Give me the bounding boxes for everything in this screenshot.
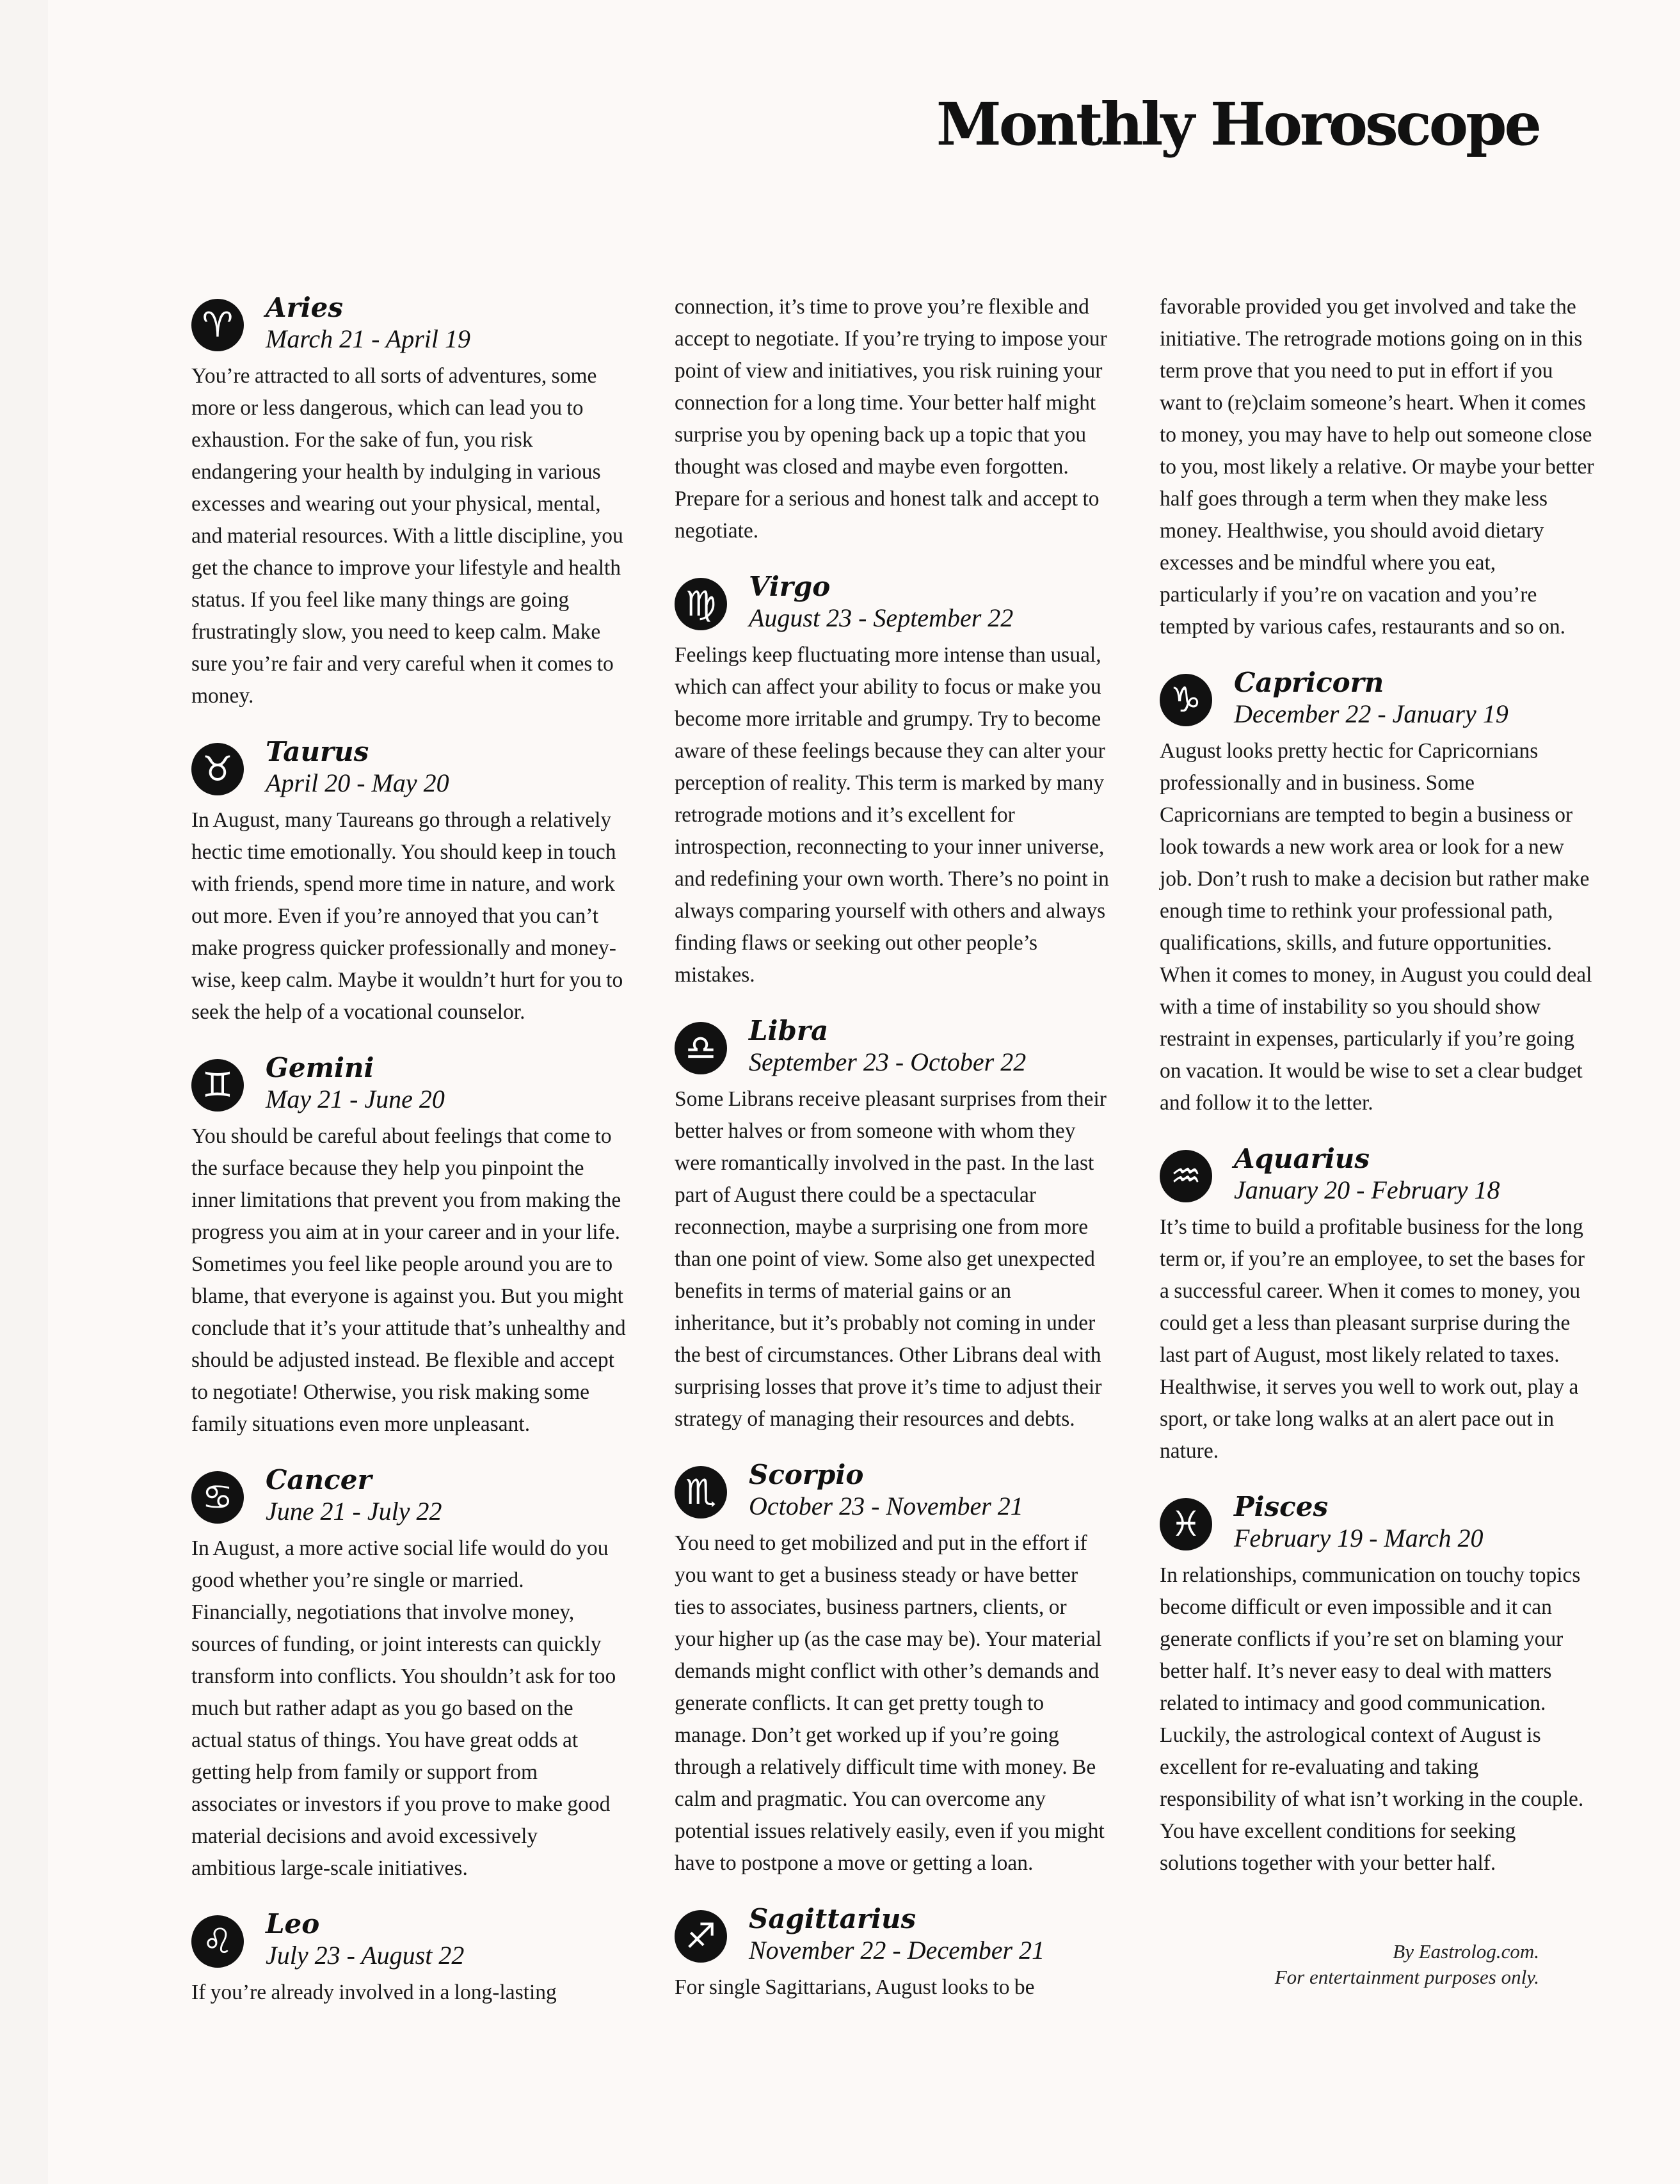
scorpio-icon: ♏	[675, 1466, 727, 1518]
taurus-icon: ♉	[191, 743, 244, 795]
sign-dates: September 23 - October 22	[749, 1048, 1027, 1076]
sign-name: Aquarius	[1234, 1143, 1370, 1174]
sign-name: Pisces	[1234, 1491, 1329, 1522]
sign-name: Sagittarius	[749, 1903, 916, 1934]
sign-text-sagittarius: For single Sagittarians, August looks to be	[675, 1975, 1035, 1999]
sign-text-aries: You’re attracted to all sorts of adventures, some more or less dangerous, which can lead you to exhaustion. For the sake of fun, you risk endangering your health by indulging in various excesses and wearing out your physical, mental, and material resources. With a little discipline, you get the chance to improve your lifestyle and health status. If you feel like many things are going frustratingly slow, you need to keep calm. Make sure you’re fair and very careful when it comes to money.	[191, 364, 623, 708]
sign-text-leo: If you’re already involved in a long-lasting	[191, 1981, 557, 2004]
sign-text-libra: Some Librans receive pleasant surprises from their better halves or from someone with whom they were romantically involved in the past. In the last part of August there could be a spectacular reconnection, maybe a surprising one from more than one point of view. Some also get unexpected benefits in terms of material gains or an inheritance, but it’s probably not coming in under the best of circumstances. Other Librans deal with surprising losses that prove it’s time to adjust their strategy of managing their resources and debts.	[675, 1087, 1107, 1431]
sign-text-taurus: In August, many Taureans go through a relatively hectic time emotionally. You should keep in touch with friends, spend more time in nature, and work out more. Even if you’re annoyed that you can’t make progress quicker professionally and money-wise, keep calm. Maybe it wouldn’t hurt for you to seek the help of a vocational counselor.	[191, 808, 623, 1024]
sign-header-libra	[675, 1014, 1110, 1083]
aries-icon: ♈	[191, 299, 244, 351]
sign-text-leo-continued: connection, it’s time to prove you’re flexible and accept to negotiate. If you’re trying to impose your point of view and initiatives, you risk ruining your connection for a long time. Your better half might surprise you by opening back up a topic that you thought was closed and maybe even forgotten. Prepare for a serious and honest talk and accept to negotiate.	[675, 295, 1107, 543]
sign-header-virgo	[675, 570, 1110, 639]
sign-dates: April 20 - May 20	[266, 769, 449, 797]
virgo-icon: ♍	[675, 578, 727, 630]
sign-dates: November 22 - December 21	[749, 1936, 1045, 1965]
sign-dates: June 21 - July 22	[266, 1497, 442, 1526]
sign-name: Aries	[266, 292, 344, 323]
sign-header-sagittarius	[675, 1902, 1110, 1972]
sign-name: Cancer	[266, 1464, 372, 1495]
sign-dates: July 23 - August 22	[266, 1941, 465, 1970]
sign-header-leo	[191, 1908, 627, 1977]
credit-disclaimer: For entertainment purposes only.	[1274, 1966, 1539, 1988]
cancer-icon: ♋	[191, 1471, 244, 1524]
sign-text-pisces: In relationships, communication on touchy topics become difficult or even impossible and it can generate conflicts if you’re set on blaming your better half. It’s never easy to deal with matters related to intimacy and good communication. Luckily, the astrological context of August is excellent for re-evaluating and taking responsibility of what isn’t working in the couple. You have excellent conditions for seeking solutions together with your better half.	[1160, 1563, 1584, 1875]
sign-dates: March 21 - April 19	[266, 324, 470, 353]
sign-header-cancer	[191, 1463, 627, 1533]
sagittarius-icon: ♐	[675, 1910, 727, 1963]
aquarius-icon: ♒	[1160, 1150, 1212, 1202]
sign-header-pisces	[1160, 1490, 1595, 1559]
leo-icon: ♌	[191, 1915, 244, 1968]
sign-text-scorpio: You need to get mobilized and put in the effort if you want to get a business steady or have better ties to associates, business partners, clients, or your higher up (as the case may be). Your material demands might conflict with other’s demands and generate conflicts. It can get pretty tough to manage. Don’t get worked up if you’re going through a relatively difficult time with money. Be calm and pragmatic. You can overcome any potential issues relatively easily, even if you might have to postpone a move or getting a loan.	[675, 1531, 1105, 1875]
sign-dates: October 23 - November 21	[749, 1492, 1023, 1520]
sign-text-cancer: In August, a more active social life would do you good whether you’re single or married. Financially, negotiations that involve money, sources of funding, or joint interests can quickly transform into conflicts. You shouldn’t ask for too much but rather adapt as you go based on the actual status of things. You have great odds at getting help from family or support from associates or investors if you prove to make good material decisions and avoid excessively ambitious large-scale initiatives.	[191, 1536, 616, 1880]
sign-name: Taurus	[266, 736, 369, 767]
sign-header-scorpio	[675, 1458, 1110, 1527]
sign-header-capricorn	[1160, 666, 1595, 735]
sign-dates: August 23 - September 22	[749, 603, 1014, 632]
gemini-icon: ♊	[191, 1059, 244, 1112]
sign-text-virgo: Feelings keep fluctuating more intense than usual, which can affect your ability to focus or make you become more irritable and grumpy. Try to become aware of these feelings because they can alter your perception of reality. This term is marked by many retrograde motions and it’s excellent for introspection, reconnecting to your inner universe, and redefining your own worth. There’s no point in always comparing yourself with others and always finding flaws or seeking out other people’s mistakes.	[675, 643, 1109, 987]
credit-note	[1275, 1939, 1539, 1990]
sign-name: Capricorn	[1234, 667, 1384, 698]
credit-source: By Eastrolog.com.	[1393, 1940, 1539, 1963]
sign-name: Scorpio	[749, 1459, 864, 1490]
pisces-icon: ♓	[1160, 1498, 1212, 1550]
page-title: Monthly Horoscope	[936, 90, 1539, 159]
sign-header-aquarius	[1160, 1142, 1595, 1211]
page	[48, 0, 1680, 2184]
sign-name: Virgo	[749, 571, 831, 602]
column-2	[675, 291, 1110, 2027]
sign-dates: January 20 - February 18	[1234, 1176, 1500, 1204]
capricorn-icon: ♑	[1160, 674, 1212, 726]
sign-header-taurus	[191, 735, 627, 804]
sign-header-aries	[191, 291, 627, 360]
sign-text-sagittarius-continued: favorable provided you get involved and take the initiative. The retrograde motions going on in this term prove that you need to put in effort if you want to (re)claim someone’s heart. When it comes to money, you may have to help out someone close to you, most likely a relative. Or maybe your better half goes through a term when they make less money. Healthwise, you should avoid dietary excesses and be mindful where you eat, particularly if you’re on vacation and you’re tempted by various cafes, restaurants and so on.	[1160, 295, 1594, 639]
sign-header-gemini	[191, 1051, 627, 1120]
sign-dates: February 19 - March 20	[1234, 1524, 1484, 1552]
column-1	[191, 291, 627, 2032]
sign-text-capricorn: August looks pretty hectic for Capricornians professionally and in business. Some Capricornians are tempted to begin a business or look towards a new work area or look for a new job. Don’t rush to make a decision but rather make enough time to rethink your professional path, qualifications, skills, and future opportunities. When it comes to money, in August you could deal with a time of instability so you should show restraint in expenses, particularly if you’re going on vacation. It would be wise to set a clear budget and follow it to the letter.	[1160, 739, 1592, 1115]
sign-name: Libra	[749, 1015, 829, 1046]
libra-icon: ♎	[675, 1022, 727, 1074]
sign-name: Gemini	[266, 1052, 374, 1083]
sign-text-aquarius: It’s time to build a profitable business for the long term or, if you’re an employee, to set the bases for a successful career. When it comes to money, you could get a less than pleasant surprise during the last part of August, most likely related to taxes. Healthwise, it serves you well to work out, play a sport, or take long walks at an alert pace out in nature.	[1160, 1215, 1585, 1463]
sign-name: Leo	[266, 1908, 320, 1940]
sign-text-gemini: You should be careful about feelings that come to the surface because they help you pinpoint the inner limitations that prevent you from making the progress you aim at in your career and in your life. Sometimes you feel like people around you are to blame, that everyone is against you. But you might conclude that it’s your attitude that’s unhealthy and should be adjusted instead. Be flexible and accept to negotiate! Otherwise, you risk making some family situations even more unpleasant.	[191, 1124, 626, 1436]
sign-dates: May 21 - June 20	[266, 1085, 445, 1113]
sign-dates: December 22 - January 19	[1234, 699, 1508, 728]
column-3	[1160, 291, 1595, 1902]
